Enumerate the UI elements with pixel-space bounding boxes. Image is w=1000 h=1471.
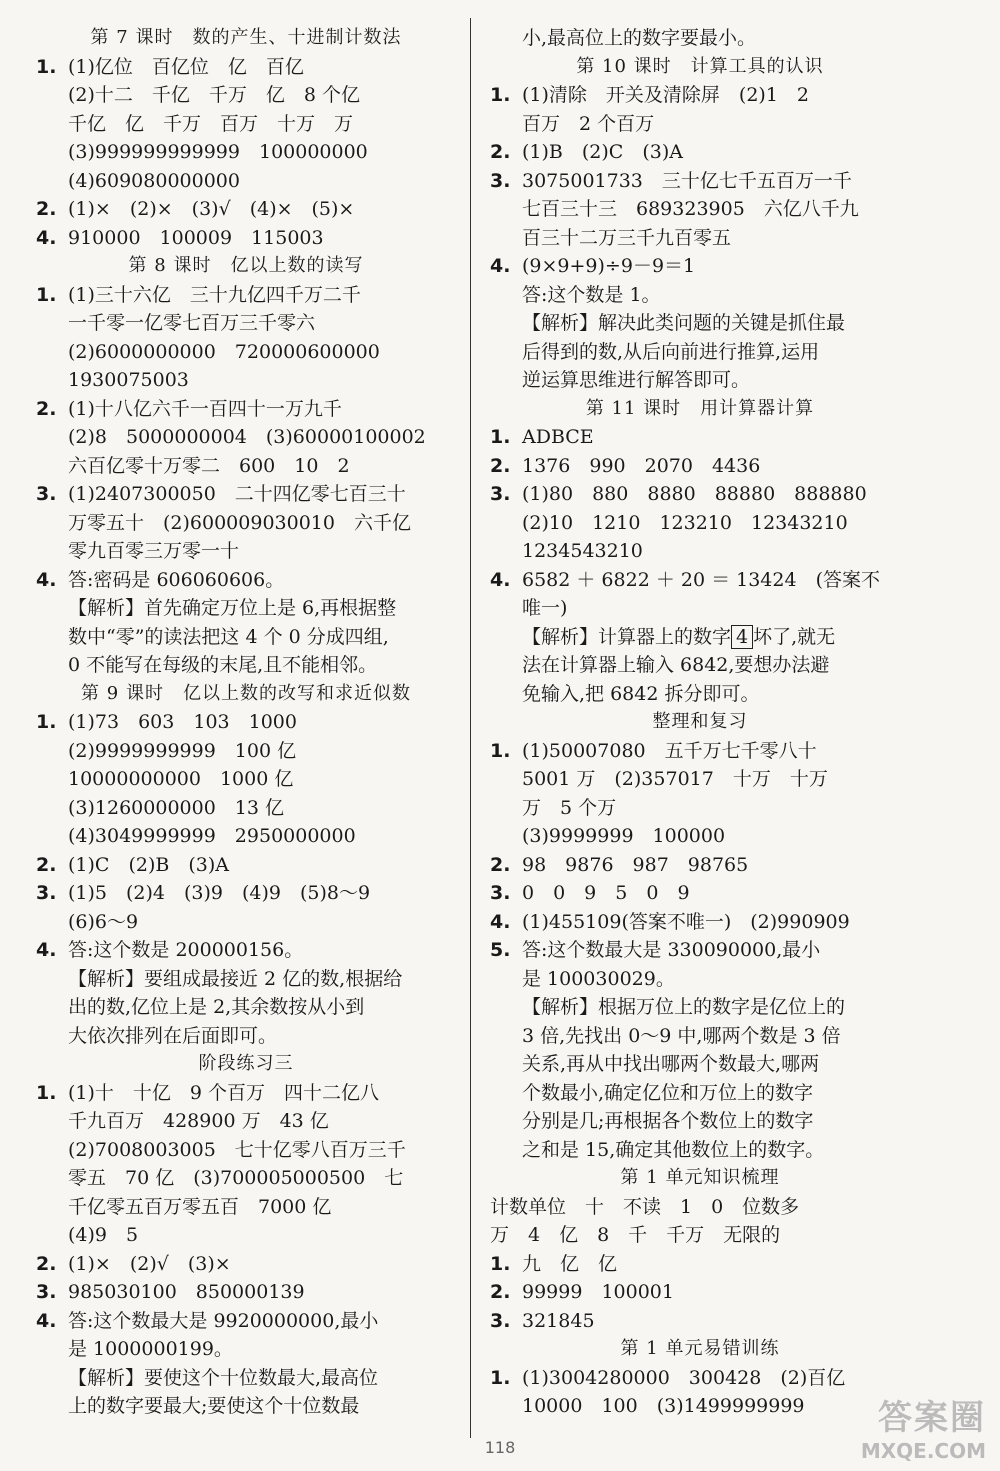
answer-item — [490, 423, 910, 452]
answer-text: (1)50007080 五千万七千零八十 — [522, 739, 817, 762]
answer-continuation: (4)609080000000 — [68, 169, 240, 192]
answer-text: 答:这个数最大是 9920000000,最小 — [68, 1309, 379, 1332]
answer-continuation: (2)9999999999 100 亿 — [68, 739, 297, 762]
answer-continuation: 【解析】要组成最接近 2 亿的数,根据给 — [68, 967, 403, 990]
answer-continuation: 出的数,亿位上是 2,其余数按从小到 — [68, 996, 365, 1018]
answer-item — [490, 1250, 910, 1279]
page-number: 118 — [484, 1438, 516, 1457]
section-heading: 第 1 单元易错训练 — [620, 1338, 780, 1359]
question-number: 3. — [490, 483, 511, 505]
answer-continuation: (2)7008003005 七十亿零八百万三千 — [68, 1138, 406, 1161]
answer-item — [36, 53, 456, 82]
answer-text: (1)73 603 103 1000 — [68, 711, 297, 733]
answer-continuation: (2)十二 千亿 千万 亿 8 个亿 — [68, 84, 361, 106]
section-heading: 整理和复习 — [652, 711, 748, 732]
answer-text: 九 亿 亿 — [522, 1252, 618, 1275]
answer-item — [490, 908, 910, 937]
answer-text: (1)C (2)B (3)A — [68, 853, 229, 876]
answer-text: 985030100 850000139 — [68, 1281, 305, 1303]
answer-text: (1)清除 开关及清除屏 (2)1 2 — [522, 84, 810, 106]
answer-continuation: 关系,再从中找出哪两个数最大,哪两 — [522, 1053, 820, 1075]
watermark-text: 答案圈 — [878, 1398, 986, 1438]
question-number: 4. — [490, 568, 511, 591]
section-heading: 第 7 课时 数的产生、十进制计数法 — [90, 27, 402, 48]
answer-continuation: 小,最高位上的数字要最小。 — [522, 27, 757, 49]
question-number: 3. — [490, 1309, 511, 1332]
answer-continuation: 【解析】要使这个十位数最大,最高位 — [68, 1366, 379, 1389]
answer-continuation: 1234543210 — [522, 540, 643, 562]
answer-text: (1)十八亿六千一百四十一万九千 — [68, 397, 342, 420]
answer-continuation: 唯一) — [522, 597, 568, 619]
answer-item — [36, 395, 456, 424]
question-number: 4. — [36, 568, 57, 591]
answer-continuation: 个数最小,确定亿位和万位上的数字 — [522, 1081, 814, 1104]
question-number: 1. — [490, 84, 511, 106]
answer-text: 6582 ＋ 6822 ＋ 20 ＝ 13424 (答案不 — [522, 568, 880, 591]
section-heading: 第 11 课时 用计算器计算 — [585, 397, 815, 419]
section-heading: 第 1 单元知识梳理 — [620, 1167, 780, 1188]
answer-continuation: 上的数字要最大;要使这个十位数最 — [68, 1395, 360, 1417]
section-heading: 第 10 课时 计算工具的认识 — [576, 55, 824, 77]
answer-item — [36, 1307, 456, 1336]
answer-continuation: 之和是 15,确定其他数位上的数字。 — [522, 1138, 825, 1161]
answer-item — [490, 252, 910, 281]
boxed-digit: 4 — [731, 625, 753, 649]
answer-text: (1)× (2)× (3)√ (4)× (5)× — [68, 198, 355, 220]
answer-text: 99999 100001 — [522, 1281, 674, 1303]
answer-continuation: 万零五十 (2)600009030010 六千亿 — [68, 511, 411, 534]
answer-item — [36, 1278, 456, 1307]
question-number: 2. — [36, 198, 57, 220]
answer-continuation: 免输入,把 6842 拆分即可。 — [522, 682, 760, 705]
answer-text: (1)80 880 8880 88880 888880 — [522, 483, 867, 505]
answer-continuation: (3)1260000000 13 亿 — [68, 796, 285, 819]
answer-continuation: 0 不能写在每级的末尾,且不能相邻。 — [68, 654, 378, 676]
left-column — [36, 24, 456, 1421]
analysis-text: 【解析】计算器上的数字 — [522, 625, 732, 648]
answer-text: 1376 990 2070 4436 — [522, 454, 761, 477]
answer-item — [36, 708, 456, 737]
answer-continuation: 大依次排列在后面即可。 — [68, 1024, 278, 1047]
answer-text: 321845 — [522, 1309, 595, 1332]
answer-text: 98 9876 987 98765 — [522, 853, 749, 876]
column-divider — [470, 18, 471, 1438]
question-number: 2. — [36, 853, 57, 876]
right-column — [490, 24, 910, 1421]
answer-continuation: 答:这个数是 1。 — [522, 283, 661, 306]
answer-continuation: 1930075003 — [68, 369, 189, 391]
answer-text: (1)B (2)C (3)A — [522, 141, 683, 163]
answer-item — [490, 81, 910, 110]
answer-continuation: (2)8 5000000004 (3)60000100002 — [68, 426, 426, 448]
analysis-text: 坏了,就无 — [753, 625, 836, 648]
answer-text: 0 0 9 5 0 9 — [522, 882, 690, 904]
question-number: 1. — [490, 1366, 511, 1389]
answer-continuation: 法在计算器上输入 6842,要想办法避 — [522, 654, 830, 676]
answer-continuation: 千亿 亿 千万 百万 十万 万 — [68, 112, 354, 135]
answer-continuation: 【解析】首先确定万位上是 6,再根据整 — [68, 597, 397, 619]
summary-line: 计数单位 十 不读 1 0 位数多 — [490, 1195, 800, 1218]
answer-continuation: 百三十二万三千九百零五 — [522, 226, 732, 249]
question-number: 1. — [490, 1252, 511, 1275]
analysis-line — [490, 623, 910, 652]
question-number: 2. — [490, 454, 511, 477]
answer-continuation: (4)3049999999 2950000000 — [68, 825, 356, 847]
watermark-url: MXQE.COM — [860, 1439, 986, 1463]
answer-continuation: 万 5 个万 — [522, 796, 617, 819]
question-number: 4. — [36, 939, 57, 961]
answer-continuation: (6)6～9 — [68, 910, 139, 933]
question-number: 3. — [490, 169, 511, 192]
answer-item — [490, 566, 910, 595]
answer-text: 答:这个数是 200000156。 — [68, 939, 304, 961]
question-number: 4. — [490, 255, 511, 277]
answer-item — [36, 851, 456, 880]
question-number: 3. — [490, 882, 511, 904]
answer-continuation: 逆运算思维进行解答即可。 — [522, 369, 751, 391]
answer-text: (9×9+9)÷9－9＝1 — [522, 255, 696, 277]
question-number: 3. — [36, 882, 57, 904]
answer-continuation: 千亿零五百万零五百 7000 亿 — [68, 1195, 332, 1218]
answer-text: 答:这个数最大是 330090000,最小 — [522, 939, 821, 961]
answer-continuation: 零五 70 亿 (3)700005000500 七 — [68, 1167, 404, 1189]
answer-continuation: 七百三十三 689323905 六亿八千九 — [522, 198, 859, 220]
answer-text: (1)5 (2)4 (3)9 (4)9 (5)8～9 — [68, 882, 371, 904]
question-number: 1. — [490, 739, 511, 762]
question-number: 1. — [36, 711, 57, 733]
answer-continuation: 分别是几;再根据各个数位上的数字 — [522, 1110, 814, 1132]
answer-continuation: 10000000000 1000 亿 — [68, 768, 294, 790]
answer-item — [490, 138, 910, 167]
answer-text: (1)2407300050 二十四亿零七百三十 — [68, 483, 406, 505]
section-heading: 阶段练习三 — [198, 1053, 294, 1074]
answer-continuation: 零九百零三万零一十 — [68, 540, 240, 562]
answer-text: (1)455109(答案不唯一) (2)990909 — [522, 910, 850, 933]
answer-item — [36, 566, 456, 595]
answer-continuation: 3 倍,先找出 0～9 中,哪两个数是 3 倍 — [522, 1024, 841, 1047]
summary-line: 万 4 亿 8 千 千万 无限的 — [490, 1224, 781, 1246]
answer-text: (1)× (2)√ (3)× — [68, 1252, 231, 1275]
answer-item — [490, 167, 910, 196]
answer-item — [36, 281, 456, 310]
answer-text: ADBCE — [522, 426, 594, 448]
answer-continuation: 千九百万 428900 万 43 亿 — [68, 1110, 329, 1132]
answer-item — [490, 1364, 910, 1393]
question-number: 4. — [36, 226, 57, 249]
answer-item — [36, 936, 456, 965]
question-number: 2. — [36, 1252, 57, 1275]
answer-continuation: 后得到的数,从后向前进行推算,运用 — [522, 340, 820, 363]
answer-continuation: 【解析】根据万位上的数字是亿位上的 — [522, 996, 846, 1018]
question-number: 2. — [490, 853, 511, 876]
answer-item — [490, 879, 910, 908]
question-number: 1. — [36, 283, 57, 306]
question-number: 4. — [36, 1309, 57, 1332]
question-number: 3. — [36, 483, 57, 505]
answer-item — [36, 480, 456, 509]
answer-item — [36, 879, 456, 908]
question-number: 2. — [490, 1281, 511, 1303]
answer-text: (1)三十六亿 三十九亿四千万二千 — [68, 283, 361, 306]
answer-item — [36, 1250, 456, 1279]
question-number: 2. — [36, 397, 57, 420]
answer-continuation: 5001 万 (2)357017 十万 十万 — [522, 768, 828, 790]
question-number: 1. — [36, 1081, 57, 1104]
answer-item — [490, 452, 910, 481]
answer-continuation: (2)6000000000 720000600000 — [68, 340, 380, 363]
answer-item — [36, 195, 456, 224]
section-heading: 第 9 课时 亿以上数的改写和求近似数 — [81, 682, 411, 704]
question-number: 1. — [490, 426, 511, 448]
question-number: 5. — [490, 939, 511, 961]
answer-continuation: (2)10 1210 123210 12343210 — [522, 511, 848, 534]
answer-text: 910000 100009 115003 — [68, 226, 324, 249]
answer-item — [36, 224, 456, 253]
answer-continuation: 是 100030029。 — [522, 967, 675, 990]
answer-continuation: (4)9 5 — [68, 1224, 139, 1246]
answer-text: (1)亿位 百亿位 亿 百亿 — [68, 55, 304, 78]
answer-item — [490, 737, 910, 766]
answer-continuation: 数中“零”的读法把这 4 个 0 分成四组, — [68, 625, 389, 648]
question-number: 4. — [490, 910, 511, 933]
answer-item — [490, 851, 910, 880]
answer-item — [36, 1079, 456, 1108]
answer-continuation: 一千零一亿零七百万三千零六 — [68, 312, 316, 334]
answer-continuation: 是 1000000199。 — [68, 1338, 233, 1360]
answer-text: (1)十 十亿 9 个百万 四十二亿八 — [68, 1081, 380, 1104]
answer-continuation: 10000 100 (3)1499999999 — [522, 1395, 805, 1417]
answer-continuation: 【解析】解决此类问题的关键是抓住最 — [522, 312, 846, 334]
question-number: 2. — [490, 141, 511, 163]
section-heading: 第 8 课时 亿以上数的读写 — [128, 255, 364, 276]
answer-text: (1)3004280000 300428 (2)百亿 — [522, 1366, 846, 1389]
answer-item — [490, 936, 910, 965]
answer-item — [490, 1307, 910, 1336]
answer-text: 3075001733 三十亿七千五百万一千 — [522, 169, 852, 192]
answer-text: 答:密码是 606060606。 — [68, 568, 285, 591]
question-number: 1. — [36, 55, 57, 78]
watermark-logo — [861, 1390, 986, 1463]
answer-continuation: (3)9999999 100000 — [522, 825, 726, 847]
answer-continuation: 百万 2 个百万 — [522, 112, 655, 135]
answer-item — [490, 1278, 910, 1307]
question-number: 3. — [36, 1281, 57, 1303]
answer-continuation: 六百亿零十万零二 600 10 2 — [68, 454, 350, 477]
answer-continuation: (3)999999999999 100000000 — [68, 141, 368, 163]
answer-item — [490, 480, 910, 509]
